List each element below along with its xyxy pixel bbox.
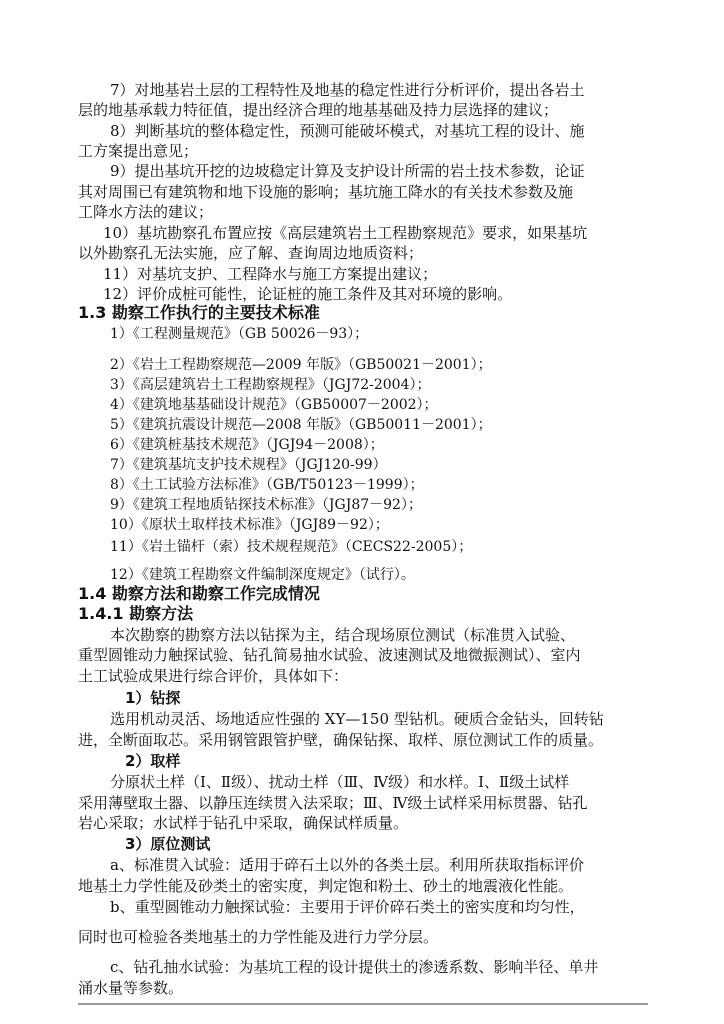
body-line: 选用机动灵活、场地适应性强的 XY—150 型钻机。硬质合金钻头，回转钻 bbox=[110, 710, 604, 728]
body-line: b、重型圆锥动力触探试验：主要用于评价碎石类土的密实度和均匀性， bbox=[110, 898, 585, 916]
subsection-heading: 1.4.1 勘察方法 bbox=[78, 604, 194, 623]
standard-list-item: 9）《建筑工程地质钻探技术标准》（JGJ87－92）； bbox=[110, 497, 422, 513]
body-line: 10）基坑勘察孔布置应按《高层建筑岩土工程勘察规范》要求，如果基坑 bbox=[103, 224, 588, 242]
standard-list-item: 8）《土工试验方法标准》（GB/T50123－1999）； bbox=[110, 477, 424, 493]
standard-list-item: 3）《高层建筑岩土工程勘察规程》（JGJ72-2004）； bbox=[110, 377, 431, 393]
item-heading: 2）取样 bbox=[125, 752, 181, 770]
body-line: 以外勘察孔无法实施，应了解、查询周边地质资料； bbox=[78, 244, 424, 262]
body-line: 重型圆锥动力触探试验、钻孔简易抽水试验、波速测试及地微振测试）、室内 bbox=[78, 646, 581, 664]
section-heading: 1.4 勘察方法和勘察工作完成情况 bbox=[78, 584, 320, 603]
standard-list-item: 11）《岩土锚杆（索）技术规程规范》（CECS22-2005）； bbox=[110, 539, 473, 555]
body-line: 土工试验成果进行综合评价，具体如下： bbox=[78, 667, 349, 685]
body-line: 地基土力学性能及砂类土的密实度，判定饱和粉土、砂土的地震液化性能。 bbox=[78, 877, 574, 895]
standard-list-item: 1）《工程测量规范》（GB 50026－93）； bbox=[110, 326, 369, 342]
body-line: 7）对地基岩土层的工程特性及地基的稳定性进行分析评价，提出各岩土 bbox=[110, 81, 585, 99]
standard-list-item: 4）《建筑地基基础设计规范》（GB50007－2002）； bbox=[110, 397, 438, 413]
body-line: 11）对基坑支护、工程降水与施工方案提出建议； bbox=[103, 265, 438, 283]
body-line: 本次勘察的勘察方法以钻探为主，结合现场原位测试（标准贯入试验、 bbox=[110, 626, 576, 644]
standard-list-item: 5）《建筑抗震设计规范—2008 年版》（GB50011－2001）； bbox=[110, 417, 492, 433]
footer-rule bbox=[78, 1003, 648, 1005]
standard-list-item: 7）《建筑基坑支护技术规程》（JGJ120-99） bbox=[110, 457, 387, 473]
standard-list-item: 6）《建筑桩基技术规范》（JGJ94－2008）； bbox=[110, 437, 384, 453]
standard-list-item: 12）《建筑工程勘察文件编制深度规定》（试行）。 bbox=[110, 567, 415, 583]
body-line: 采用薄壁取土器、以静压连续贯入法采取；Ⅲ、Ⅳ级土试样采用标贯器、钻孔 bbox=[78, 794, 588, 812]
body-line: 层的地基承载力特征值，提出经济合理的地基基础及持力层选择的建议； bbox=[78, 101, 559, 119]
standard-list-item: 2）《岩土工程勘察规范—2009 年版》（GB50021－2001）； bbox=[110, 357, 492, 373]
body-line: 工方案提出意见； bbox=[78, 142, 199, 160]
body-line: 9）提出基坑开挖的边坡稳定计算及支护设计所需的岩土技术参数，论证 bbox=[110, 162, 585, 180]
body-line: 其对周围已有建筑物和地下设施的影响；基坑施工降水的有关技术参数及施 bbox=[78, 183, 574, 201]
body-line: 同时也可检验各类地基土的力学性能及进行力学分层。 bbox=[78, 928, 439, 946]
standard-list-item: 10）《原状土取样技术标准》（JGJ89－92）； bbox=[110, 517, 389, 533]
body-line: a、标准贯入试验：适用于碎石土以外的各类土层。利用所获取指标评价 bbox=[110, 856, 584, 874]
body-line: 8）判断基坑的整体稳定性，预测可能破坏模式，对基坑工程的设计、施 bbox=[110, 122, 585, 140]
section-heading: 1.3 勘察工作执行的主要技术标准 bbox=[78, 303, 320, 322]
body-line: 工降水方法的建议； bbox=[78, 203, 214, 221]
item-heading: 3）原位测试 bbox=[125, 835, 211, 853]
item-heading: 1）钻探 bbox=[125, 689, 181, 707]
body-line: 分原状土样（Ⅰ、Ⅱ级）、扰动土样（Ⅲ、Ⅳ级）和水样。Ⅰ、Ⅱ级土试样 bbox=[110, 773, 570, 791]
body-line: c、钻孔抽水试验：为基坑工程的设计提供土的渗透系数、影响半径、单井 bbox=[110, 958, 599, 976]
body-line: 岩心采取；水试样于钻孔中采取，确保试样质量。 bbox=[78, 814, 409, 832]
body-line: 12）评价成桩可能性，论证桩的施工条件及其对环境的影响。 bbox=[103, 285, 513, 303]
body-line: 进，全断面取芯。采用钢管跟管护壁，确保钻探、取样、原位测试工作的质量。 bbox=[78, 731, 604, 749]
body-line: 涌水量等参数。 bbox=[78, 979, 184, 997]
